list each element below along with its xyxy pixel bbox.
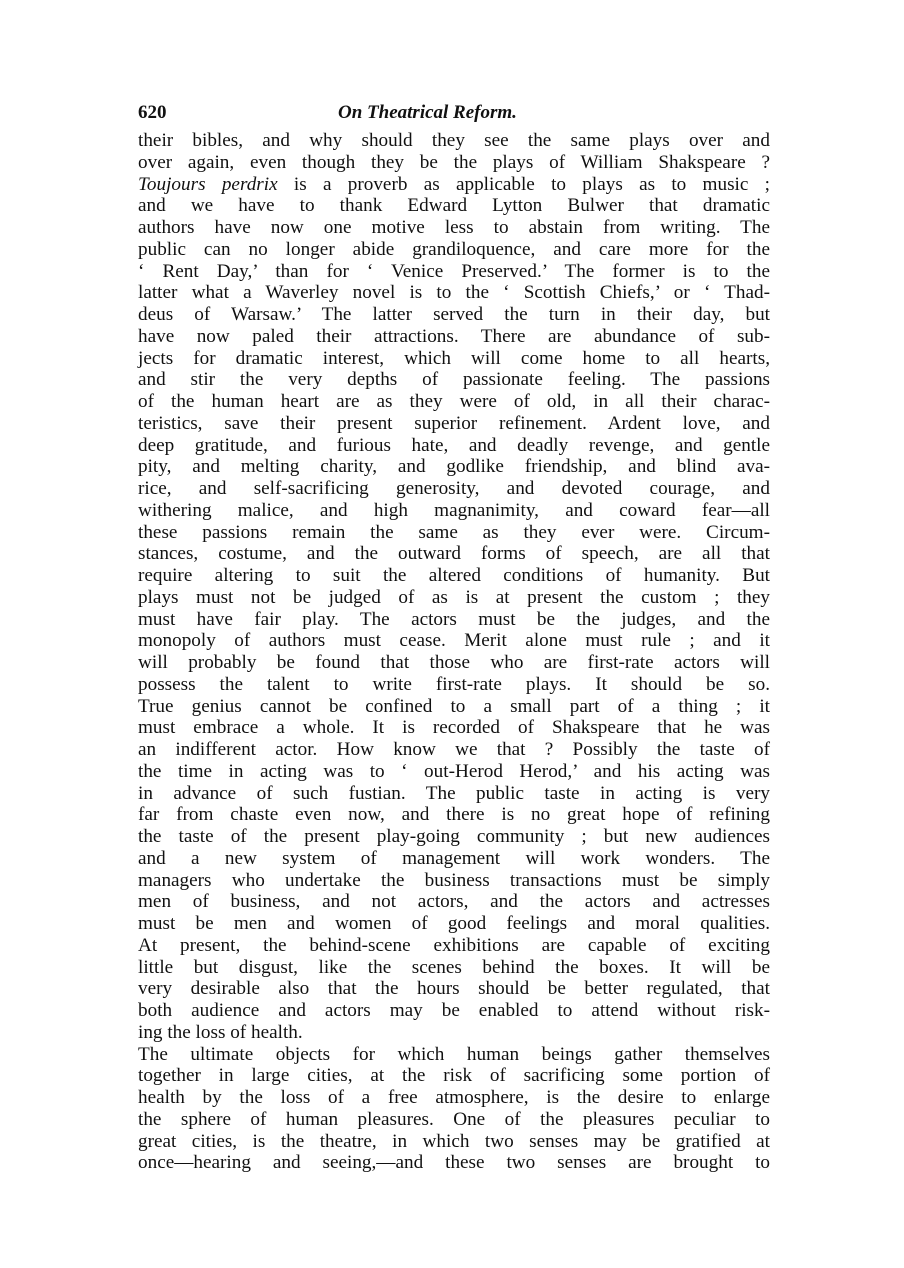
text-line: together in large cities, at the risk of sacrificing some portion of [138,1065,770,1087]
text-line: health by the loss of a free atmosphere, is the desire to enlarge [138,1087,770,1108]
text-line: have now paled their attractions. There are abundance of sub- [138,325,770,347]
text-fragment: is a proverb as applicable to plays as to music ; [293,173,770,195]
paragraph-start-line: The ultimate objects for which human beings gather themselves [138,1043,770,1065]
text-line: require altering to suit the altered conditions of humanity. But [138,565,770,586]
text-line: of the human heart are as they were of old, in all their charac- [138,391,770,412]
text-line: these passions remain the same as they ever were. Circum- [138,521,770,543]
text-line: ‘ Rent Day,’ than for ‘ Venice Preserved.’ The former is to the [138,260,770,282]
text-line: great cities, is the theatre, in which two senses may be gratified at [138,1130,770,1152]
text-line: their bibles, and why should they see the same plays over and [138,130,770,151]
text-line: the sphere of human pleasures. One of the pleasures peculiar to [138,1108,770,1130]
text-line: and we have to thank Edward Lytton Bulwer that dramatic [138,195,770,217]
text-line: must have fair play. The actors must be the judges, and the [138,608,770,630]
text-line: in advance of such fustian. The public taste in acting is very [138,782,770,804]
running-head [138,100,770,126]
text-line: True genius cannot be confined to a small part of a thing ; it [138,695,770,717]
text-line: possess the talent to write first-rate plays. It should be so. [138,673,770,695]
paragraph-end-line: ing the loss of health. [138,1021,303,1043]
text-line: latter what a Waverley novel is to the ‘ Scottish Chiefs,’ or ‘ Thad- [138,282,770,304]
text-line: and a new system of management will work wonders. The [138,847,770,869]
book-page [138,100,770,1174]
text-line: authors have now one motive less to abstain from writing. The [138,217,770,238]
text-line: once—hearing and seeing,—and these two senses are brought to [138,1152,770,1174]
text-line: withering malice, and high magnanimity, and coward fear—all [138,499,770,521]
text-line: must embrace a whole. It is recorded of Shakspeare that he was [138,717,770,739]
text-line: monopoly of authors must cease. Merit alone must rule ; and it [138,630,770,652]
text-line: At present, the behind-scene exhibitions are capable of exciting [138,934,770,956]
text-line: managers who undertake the business transactions must be simply [138,869,770,891]
text-line: both audience and actors may be enabled to attend without risk- [138,1000,770,1021]
text-line: will probably be found that those who are first-rate actors will [138,652,770,673]
text-line: the taste of the present play-going community ; but new audiences [138,826,770,847]
text-line: very desirable also that the hours should be better regulated, that [138,978,770,1000]
text-line: public can no longer abide grandiloquence, and care more for the [138,238,770,260]
text-line: little but disgust, like the scenes behind the boxes. It will be [138,956,770,978]
text-line: deus of Warsaw.’ The latter served the turn in their day, but [138,304,770,325]
text-line-with-italic [138,174,770,196]
text-line: the time in acting was to ‘ out-Herod Herod,’ and his acting was [138,760,770,782]
text-line: far from chaste even now, and there is no great hope of refining [138,804,770,826]
text-line: rice, and self-sacrificing generosity, and devoted courage, and [138,478,770,499]
text-line: and stir the very depths of passionate feeling. The passions [138,369,770,391]
text-line: an indifferent actor. How know we that ? Possibly the taste of [138,739,770,760]
body-text [138,130,770,1174]
text-line: stances, costume, and the outward forms of speech, are all that [138,543,770,565]
text-line: jects for dramatic interest, which will come home to all hearts, [138,347,770,369]
running-title: On Theatrical Reform. [338,102,517,123]
text-line: over again, even though they be the plays of William Shakspeare ? [138,151,770,173]
text-line: must be men and women of good feelings and moral qualities. [138,913,770,934]
italic-phrase: Toujours perdrix [138,173,278,195]
text-line: teristics, save their present superior refinement. Ardent love, and [138,412,770,434]
page-number: 620 [138,102,167,123]
text-line: plays must not be judged of as is at present the custom ; they [138,586,770,608]
text-line: pity, and melting charity, and godlike friendship, and blind ava- [138,456,770,478]
text-line: men of business, and not actors, and the actors and actresses [138,891,770,913]
text-line: deep gratitude, and furious hate, and deadly revenge, and gentle [138,434,770,456]
